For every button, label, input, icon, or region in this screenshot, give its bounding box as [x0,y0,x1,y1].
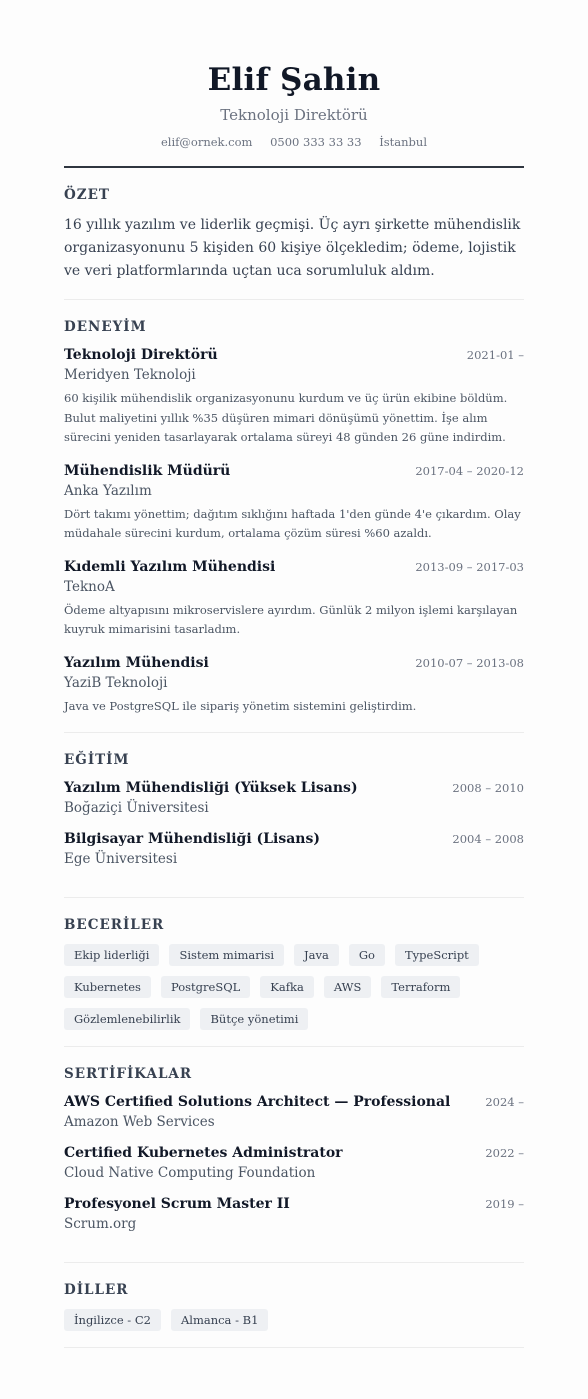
skill-tag: Terraform [381,976,460,998]
contact-line [64,134,524,150]
certification-date: 2024 – [485,1095,524,1109]
experience-item [64,462,524,544]
experience-section [64,300,524,733]
language-tag: İngilizce - C2 [64,1309,161,1331]
certification-issuer: Amazon Web Services [64,1114,215,1130]
job-description: Ödeme altyapısını mikroservislere ayırdım. Günlük 2 milyon işlemi karşılayan kuyruk mimarisini tasarladım. [64,602,518,636]
certification-issuer: Scrum.org [64,1216,137,1232]
job-title: Yazılım Mühendisi [64,654,209,671]
contact-location: İstanbul [379,135,427,149]
skill-tag: Bütçe yönetimi [200,1008,308,1030]
certification-title: Profesyonel Scrum Master II [64,1196,290,1212]
certification-item [64,1195,524,1234]
contact-phone[interactable]: 0500 333 33 33 [270,135,362,149]
education-item [64,779,524,818]
resume-page [64,0,524,1348]
education-dates: 2004 – 2008 [452,832,524,846]
skill-tag: AWS [324,976,372,998]
job-dates: 2010-07 – 2013-08 [415,655,524,670]
education-dates: 2008 – 2010 [452,781,524,795]
degree-title: Bilgisayar Mühendisliği (Lisans) [64,831,320,847]
job-dates: 2017-04 – 2020-12 [415,463,524,478]
certification-issuer: Cloud Native Computing Foundation [64,1165,316,1181]
section-heading: DENEYİM [64,319,147,335]
contact-email[interactable]: elif@ornek.com [161,135,253,149]
person-title: Teknoloji Direktörü [220,106,368,124]
resume-header [64,58,524,168]
certification-title: Certified Kubernetes Administrator [64,1145,343,1161]
skill-tag: Java [294,944,339,966]
certification-item [64,1093,524,1132]
skill-tag: Kafka [260,976,314,998]
certifications-section [64,1047,524,1263]
school-name: Boğaziçi Üniversitesi [64,800,209,816]
company-name: Meridyen Teknoloji [64,367,196,383]
skill-tag: Ekip liderliği [64,944,159,966]
job-description: 60 kişilik mühendislik organizasyonunu kurdum ve üç ürün ekibine böldüm. Bulut maliyetini yıllık %35 düşüren mimari dönüşümü yönettim. İşe alım sürecini yeniden tasarlayarak ortalama süreyi 48 günden 26 güne indirdim. [64,391,508,444]
job-title: Teknoloji Direktörü [64,347,218,363]
certification-date: 2022 – [485,1146,524,1160]
company-name: TeknoA [64,578,115,595]
person-name: Elif Şahin [207,62,381,98]
job-description: Java ve PostgreSQL ile sipariş yönetim sistemini geliştirdim. [64,698,417,713]
skills-section [64,898,524,1047]
education-item [64,830,524,869]
certification-date: 2019 – [485,1197,524,1211]
skill-tag: Kubernetes [64,976,151,998]
experience-item [64,558,524,640]
section-heading: EĞİTİM [64,752,130,768]
skill-tag: PostgreSQL [161,976,250,998]
skill-tag: Gözlemlenebilirlik [64,1008,190,1030]
language-tag: Almanca - B1 [171,1309,268,1331]
company-name: YaziB Teknoloji [64,674,168,691]
skill-tag: Go [349,944,385,966]
job-title: Mühendislik Müdürü [64,462,231,479]
education-section [64,733,524,898]
certification-title: AWS Certified Solutions Architect — Professional [64,1094,451,1110]
languages-section [64,1263,524,1348]
degree-title: Yazılım Mühendisliği (Yüksek Lisans) [64,780,358,796]
job-description: Dört takımı yönettim; dağıtım sıklığını haftada 1'den günde 4'e çıkardım. Olay müdahale sürecini kurdum, ortalama çözüm süresi %60 azaldı. [64,506,521,540]
job-title: Kıdemli Yazılım Mühendisi [64,558,276,575]
school-name: Ege Üniversitesi [64,851,178,867]
skill-tag: Sistem mimarisi [169,944,284,966]
summary-text: 16 yıllık yazılım ve liderlik geçmişi. Üç ayrı şirkette mühendislik organizasyonunu 5 kişiden 60 kişiye ölçekledim; ödeme, lojistik ve veri platformlarında uçtan uca sorumluluk aldım. [64,217,521,279]
skill-tag: TypeScript [395,944,479,966]
certification-item [64,1144,524,1183]
skill-tag-list [64,944,524,1030]
section-heading: SERTİFİKALAR [64,1066,193,1082]
section-heading: ÖZET [64,187,110,203]
section-heading: DİLLER [64,1282,129,1298]
experience-item [64,654,524,717]
experience-item [64,346,524,448]
section-heading: BECERİLER [64,917,165,933]
company-name: Anka Yazılım [64,482,152,499]
language-tag-list [64,1309,524,1331]
job-dates: 2013-09 – 2017-03 [415,559,524,574]
summary-section [64,168,524,300]
job-dates: 2021-01 – [466,348,524,362]
